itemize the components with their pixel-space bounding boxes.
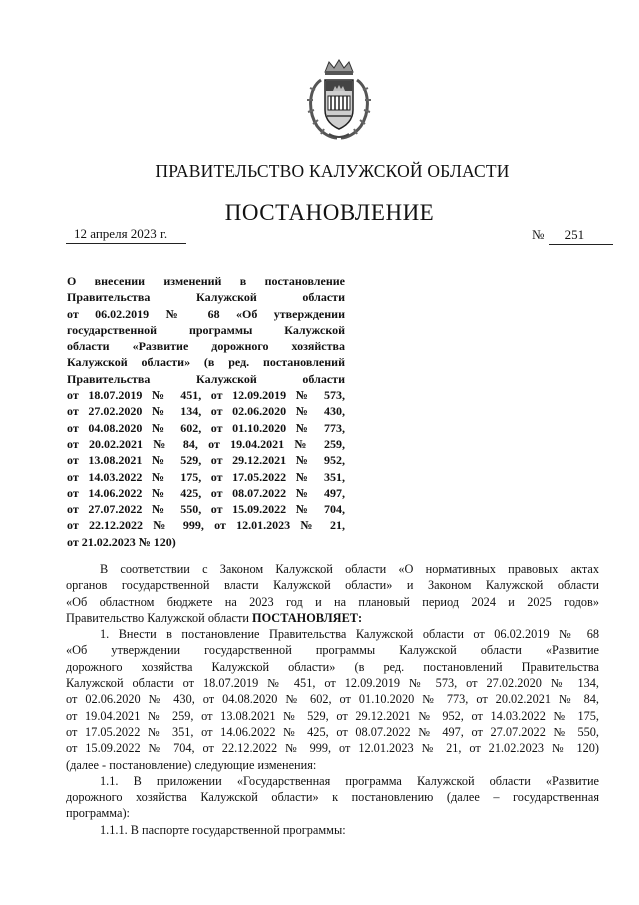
subject-line: Правительства Калужской области [67, 371, 345, 386]
item-1-line: дорожного хозяйства Калужской области» (в ред. постановлений Правительства [66, 659, 599, 674]
subject-line: от 22.12.2022 № 999, от 12.01.2023 № 21, [67, 518, 345, 533]
item-1-line: (далее - постановление) следующие изменения: [66, 757, 317, 772]
subject-line: от 06.02.2019 № 68 «Об утверждении [67, 306, 345, 321]
subject-line: от 20.02.2021 № 84, от 19.04.2021 № 259, [67, 436, 345, 451]
subject-line: государственной программы Калужской [67, 322, 345, 337]
subject-line: от 04.08.2020 № 602, от 01.10.2020 № 773, [67, 420, 345, 435]
item-1-1-line: программа): [66, 806, 130, 821]
document-number-field [532, 227, 600, 243]
subject-line: О внесении изменений в постановление [67, 274, 345, 288]
item-1-line: от 02.06.2020 № 430, от 04.08.2020 № 602, от 01.10.2020 № 773, от 20.02.2021 № 84, [66, 692, 599, 707]
document-type: ПОСТАНОВЛЕНИЕ [224, 200, 435, 225]
subject-line: области «Развитие дорожного хозяйства [67, 339, 345, 354]
preamble-last-text: Правительство Калужской области [66, 610, 253, 625]
document-number: 251 [564, 227, 585, 242]
government-title: ПРАВИТЕЛЬСТВО КАЛУЖСКОЙ ОБЛАСТИ [155, 161, 510, 181]
item-1-line: от 17.05.2022 № 351, от 14.06.2022 № 425, от 08.07.2022 № 497, от 27.07.2022 № 550, [66, 724, 599, 739]
preamble-line: «Об областном бюджете на 2023 год и на плановый период 2024 и 2025 годов» [66, 594, 599, 609]
subject-line: от 13.08.2021 № 529, от 29.12.2021 № 952, [67, 453, 345, 468]
subject-line: от 18.07.2019 № 451, от 12.09.2019 № 573, [67, 388, 345, 403]
subject-line: от 21.02.2023 № 120) [67, 534, 176, 549]
number-underline [549, 244, 613, 245]
document-date: 12 апреля 2023 г. [74, 226, 168, 241]
date-underline [66, 243, 186, 244]
coat-of-arms-icon [303, 58, 375, 142]
item-1-1-line: дорожного хозяйства Калужской области» к постановлению (далее – государственная [66, 790, 599, 805]
preamble-line: органов государственной власти Калужской области» и Законом Калужской области [66, 578, 599, 593]
subject-line: Правительства Калужской области [67, 290, 345, 305]
document-body [66, 561, 599, 838]
subject-line: от 27.07.2022 № 550, от 15.09.2022 № 704, [67, 502, 345, 517]
item-1-line: 1. Внести в постановление Правительства Калужской области от 06.02.2019 № 68 [100, 627, 599, 642]
resolves-word: ПОСТАНОВЛЯЕТ: [252, 610, 363, 625]
number-label: № [532, 227, 545, 242]
item-1-line: «Об утверждении государственной программы Калужской области «Развитие [66, 643, 599, 658]
subject-line: от 27.02.2020 № 134, от 02.06.2020 № 430, [67, 404, 345, 419]
subject-line: Калужской области» (в ред. постановлений [67, 355, 345, 370]
subject-line: от 14.03.2022 № 175, от 17.05.2022 № 351, [67, 469, 345, 484]
item-1-line: Калужской области от 18.07.2019 № 451, от 12.09.2019 № 573, от 27.02.2020 № 134, [66, 676, 599, 691]
item-1-1-line: 1.1. В приложении «Государственная программа Калужской области «Развитие [100, 773, 599, 788]
preamble-line [66, 610, 599, 626]
item-1-1-1-line: 1.1.1. В паспорте государственной программы: [100, 822, 346, 837]
item-1-line: от 19.04.2021 № 259, от 13.08.2021 № 529, от 29.12.2021 № 952, от 14.03.2022 № 175, [66, 708, 599, 723]
preamble-line: В соответствии с Законом Калужской области «О нормативных правовых актах [100, 562, 599, 576]
item-1-line: от 15.09.2022 № 704, от 22.12.2022 № 999, от 12.01.2023 № 21, от 21.02.2023 № 120) [66, 741, 599, 756]
subject-line: от 14.06.2022 № 425, от 08.07.2022 № 497, [67, 485, 345, 500]
subject-block [67, 273, 345, 550]
